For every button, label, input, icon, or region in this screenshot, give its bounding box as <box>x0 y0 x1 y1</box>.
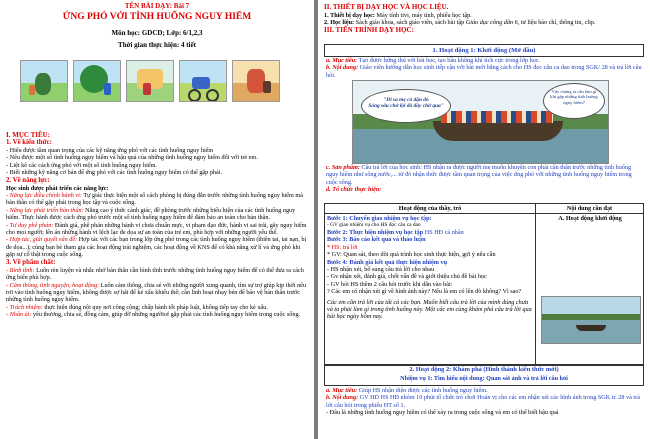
boat-illustration <box>352 80 609 164</box>
step-4-1: - HS nhận xét, bổ sung câu trả lời cho nhau <box>327 265 435 273</box>
knowledge-2: - Nêu được một số tình huống nguy hiểm và hậu quả của những tình huống nguy hiểm đối với trẻ em. <box>6 154 258 162</box>
step-2 <box>327 229 533 236</box>
equipment-2-end: , tư liệu báo chí, thông tin, clip. <box>517 18 596 26</box>
section-equipment: II. THIẾT BỊ DẠY HỌC VÀ HỌC LIỆU. <box>324 3 449 11</box>
step-2-text: HS HĐ cá nhân <box>423 228 464 236</box>
competence-4-text: Hợp tác với các bạn trong lớp ứng phó trong các tình huống nguy hiểm (thiên tai, tai nạn, bị đe dọa...); cùng bạn bè tham gia các hoạt động trải nghiệm, các hoạt động về KNS để có khả năng xử lí và ứng phó khi gặp sự cố thật trong cuộc sống. <box>6 236 307 259</box>
competence-2 <box>6 207 308 222</box>
equipment-2-book: Giáo dục công dân 6 <box>465 18 518 26</box>
lesson-header <box>0 2 314 10</box>
page-left <box>0 0 314 439</box>
quality-2-text: Luôn cảm thông, chia sẻ với những người xung quanh, tìm sự trợ giúp kịp thời nếu rơi vào tình huống nguy hiểm, không được sợ hãi để kẻ xấu khiếu thế; cần linh hoạt nhạy bén để bảo vệ bản thân trước những tình huống nguy hiểm. <box>6 281 307 304</box>
equipment-2-text: Sách giáo khoa, sách giáo viên, sách bài tập <box>354 18 466 26</box>
equipment-1 <box>324 12 644 19</box>
competence-2-label: - Năng lực phát triển bản thân: <box>6 206 84 214</box>
step-3-hs: * HS: trả lời <box>327 243 358 251</box>
lesson-title: ỨNG PHÓ VỚI TÌNH HUỐNG NGUY HIỂM <box>62 12 252 22</box>
activity-1-product-text: Câu trả lời của học sinh: HS nhận ra được người mẹ muốn khuyên con phải cẩn thận trước những tình huống nguy hiểm như sông nước,... từ đó nhận thức được tầm quan trọng của việc ứng phó với những tình huống nguy hiểm trong cuộc sống. <box>326 164 632 186</box>
competence-1 <box>6 192 308 207</box>
table-left-cell <box>327 215 533 321</box>
illustration-2 <box>73 60 121 102</box>
activity-1-content-text: Giáo viên hướng dẫn học sinh tiếp cận với bài mới bằng cách cho HS đọc câu ca dao trong SGK/ 28 và trả lời câu hỏi. <box>326 64 642 79</box>
table-header-right: Nội dung cần đạt <box>536 204 643 214</box>
activity-1-goal-label: a. Mục tiêu: <box>326 57 358 64</box>
quality-1 <box>6 267 308 282</box>
equipment-1-label: 1. Thiết bị dạy học: <box>324 11 375 19</box>
competence-4-label: - Hợp tác, giải quyết vấn đề: <box>6 236 78 244</box>
step-4-2: - Gv nhận xét, đánh giá, chốt vấn đề và giới thiệu chủ đề bài học <box>327 273 487 281</box>
table-right-cell: A. Hoạt động khởi động <box>558 215 622 222</box>
activity-2-subtitle: Nhiệm vụ 1: Tìm hiểu nội dung: Quan sát ảnh và trả lời câu hỏi <box>400 374 568 382</box>
activity-2-content-label: b. Nội dung: <box>326 394 359 402</box>
activity-1-organize: d. Tổ chức thực hiện: <box>326 186 382 194</box>
activity-1-title: 1. Hoạt động 1: Khởi động (Mở đầu) <box>432 47 536 54</box>
page-right <box>318 0 650 439</box>
equipment-2 <box>324 19 644 26</box>
competence-1-label: - Năng lực điều chỉnh hành vi: <box>6 192 82 200</box>
quality-2-label: - Cảm thông, tình nguyện, hoạt động: <box>6 281 100 289</box>
lake-photo <box>541 296 641 344</box>
competence-3-label: - Tư duy phê phán: <box>6 221 54 229</box>
duration-line: Thời gian thực hiện: 4 tiết <box>118 41 196 49</box>
knowledge-3: - Liệt kê các cách ứng phó với một số tình huống nguy hiểm. <box>6 161 157 169</box>
knowledge-4: - Biết những kỹ năng cơ bản để ứng phó với các tình huống nguy hiểm có thể gặp phải. <box>6 169 223 177</box>
illustration-1 <box>20 60 68 102</box>
activity-table <box>324 203 644 365</box>
quality-1-label: - Bình tĩnh: <box>6 266 35 274</box>
quality-4 <box>6 311 308 318</box>
activity-1-goal-text: Tạo được hứng thú với bài học, tạo bầu không khí tích cực trong lớp học. <box>357 57 541 64</box>
competence-3-text: Đánh giá, phê phán những hành vi chưa chuẩn mực, vi phạm đạo đức, hành vi sai trái, gây nguy hiểm cho mọi người; lên án những hành vi lệch lạc đe dọa sự an toàn của trẻ em, phù hợp với những người yếu thế. <box>6 221 307 237</box>
activity-2-content <box>326 394 642 409</box>
activity-2-goal-text: Giúp HS nhận diện được các tình huống nguy hiểm. <box>357 387 488 394</box>
competence-4 <box>6 236 308 258</box>
competence-2-text: Năng cao ý thức cảnh giác, đề phòng trước những biểu hiện của các tình huống nguy hiểm. Thực hành được cách ứng phó trước một số tình huống nguy hiểm để đảm bảo an toàn cho bản thân. <box>6 206 296 222</box>
equipment-2-label: 2. Học liệu: <box>324 18 355 26</box>
step-4-3: - GV hỏi HS thêm 2 câu hỏi trước khi dẫn vào bài: <box>327 280 453 288</box>
quality-4-text: yêu thương, chia sẻ, đồng cảm, giúp đỡ những ngườiof gặp phải các tình huống nguy hiểm trong cuộc sống. <box>31 311 301 319</box>
competence-1-text: Tự giác thực hiện một số cách phòng bị đúng đắn trước những tình huống nguy hiểm mà bản thân có thể gặp phải trong học tập và cuộc sống. <box>6 192 303 207</box>
competence-intro: Học sinh được phát triển các năng lực: <box>6 184 109 192</box>
lesson-header-label: TÊN BÀI DẠY: <box>124 2 173 10</box>
competence-3 <box>6 222 308 237</box>
step-2-label: Bước 2: Thực hiện nhiệm vụ học tập <box>327 228 424 236</box>
illustration-3 <box>126 60 174 102</box>
activity-1-product <box>326 164 642 186</box>
step-4: Bước 4: Đánh giá kết quả thực hiện nhiệm vụ <box>327 258 448 266</box>
activity-2-question: - Đâu là những tình huống nguy hiểm có thể xảy ra trong cuộc sống và em có thể biết hậu quả <box>326 409 559 417</box>
activity-1-content <box>326 64 642 79</box>
quality-3 <box>6 304 308 311</box>
activity-2-goal <box>326 387 642 394</box>
heading-competence: 2. Về năng lực: <box>6 176 50 184</box>
quality-3-text: thực hiện đúng nội quy nơi công cộng; chấp hành tốt pháp luật, không tiếp tay cho kẻ xấu. <box>42 303 268 311</box>
step-1-text: - GV giao nhiệm vụ cho HS đọc câu ca dao <box>327 222 421 229</box>
step-1: Bước 1: Chuyển giao nhiệm vụ học tập: <box>327 215 432 222</box>
quality-4-label: - Nhân ái: <box>6 311 32 319</box>
subject-line: Môn học: GDCD; Lớp: 6/1,2,3 <box>111 29 203 37</box>
table-header-left: Hoạt động của thầy, trò <box>325 204 536 214</box>
section-process: III. TIẾN TRÌNH DẠY HỌC: <box>324 26 414 35</box>
lesson-header-value: Bài 7 <box>173 2 190 10</box>
knowledge-1: - Hiểu được tầm quan trọng của các kỹ năng ứng phó với các tình huống nguy hiểm <box>6 147 214 154</box>
heading-qualities: 3. Về phẩm chất: <box>6 258 56 266</box>
quality-2 <box>6 282 308 304</box>
equipment-1-text: Máy tính tivi, máy tính, phiếu học tập. <box>374 11 472 19</box>
illustration-4 <box>179 60 227 102</box>
step-4-4: ? Các em có nhận xét gì về hình ảnh này? Nếu là em có lên đò không? Vì sao? <box>327 288 522 296</box>
activity-2-content-text: GV HD HS HĐ nhóm 10 phút tổ chức trò chơi Hoán vị cho các em nhận xét các hình ảnh trong SGK tr. 28 và trả lời câu hỏi trong phiếu HT số 1. <box>326 394 640 409</box>
activity-1-content-label: b. Nội dung: <box>326 64 359 72</box>
heading-knowledge: 1. Về kiến thức: <box>6 139 52 146</box>
step-4-5: Các em cần trả lời của tất cả các bạn. Muốn biết câu trả lời của mình đúng chưa và ta phải làm gì trong tình huống này. Một các em cùng khám phá câu trả lời qua bài học ngày hôm nay. <box>327 298 532 321</box>
quality-3-label: - Trách nhiệm: <box>6 303 43 311</box>
illustration-5 <box>232 60 280 102</box>
activity-2-title: 2. Hoạt động 2: Khám phá (Hình thành kiến thức mới) <box>409 366 559 373</box>
activity-1-goal <box>326 57 642 64</box>
section-objectives: I. MỤC TIÊU: <box>6 131 51 139</box>
activity-1-header <box>324 44 644 57</box>
activity-2-goal-label: a. Mục tiêu: <box>326 387 358 394</box>
activity-2-header <box>324 365 644 386</box>
speech-bubble-left: "Đi sa mẹ có dặn dò Sóng sâu chớ lội đò đầy chớ qua" <box>361 89 451 123</box>
step-3-gv: * GV: Quan sát, theo dõi quá trình học sinh thực hiện, gợi ý nếu cần <box>327 251 496 259</box>
quality-1-text: Luôn rèn luyện và nhắc nhở bản thân cần bình tĩnh trước những tình huống nguy hiểm để có thể đưa ra cách ứng biến phù hợp. <box>6 266 304 282</box>
step-3: Bước 3: Báo cáo kết quả và thảo luận <box>327 236 426 244</box>
activity-1-product-label: c. Sản phẩm: <box>326 164 360 171</box>
speech-bubble-right: Vậy chúng ta cần làm gì khi gặp những tình huống nguy hiểm? <box>543 83 605 119</box>
